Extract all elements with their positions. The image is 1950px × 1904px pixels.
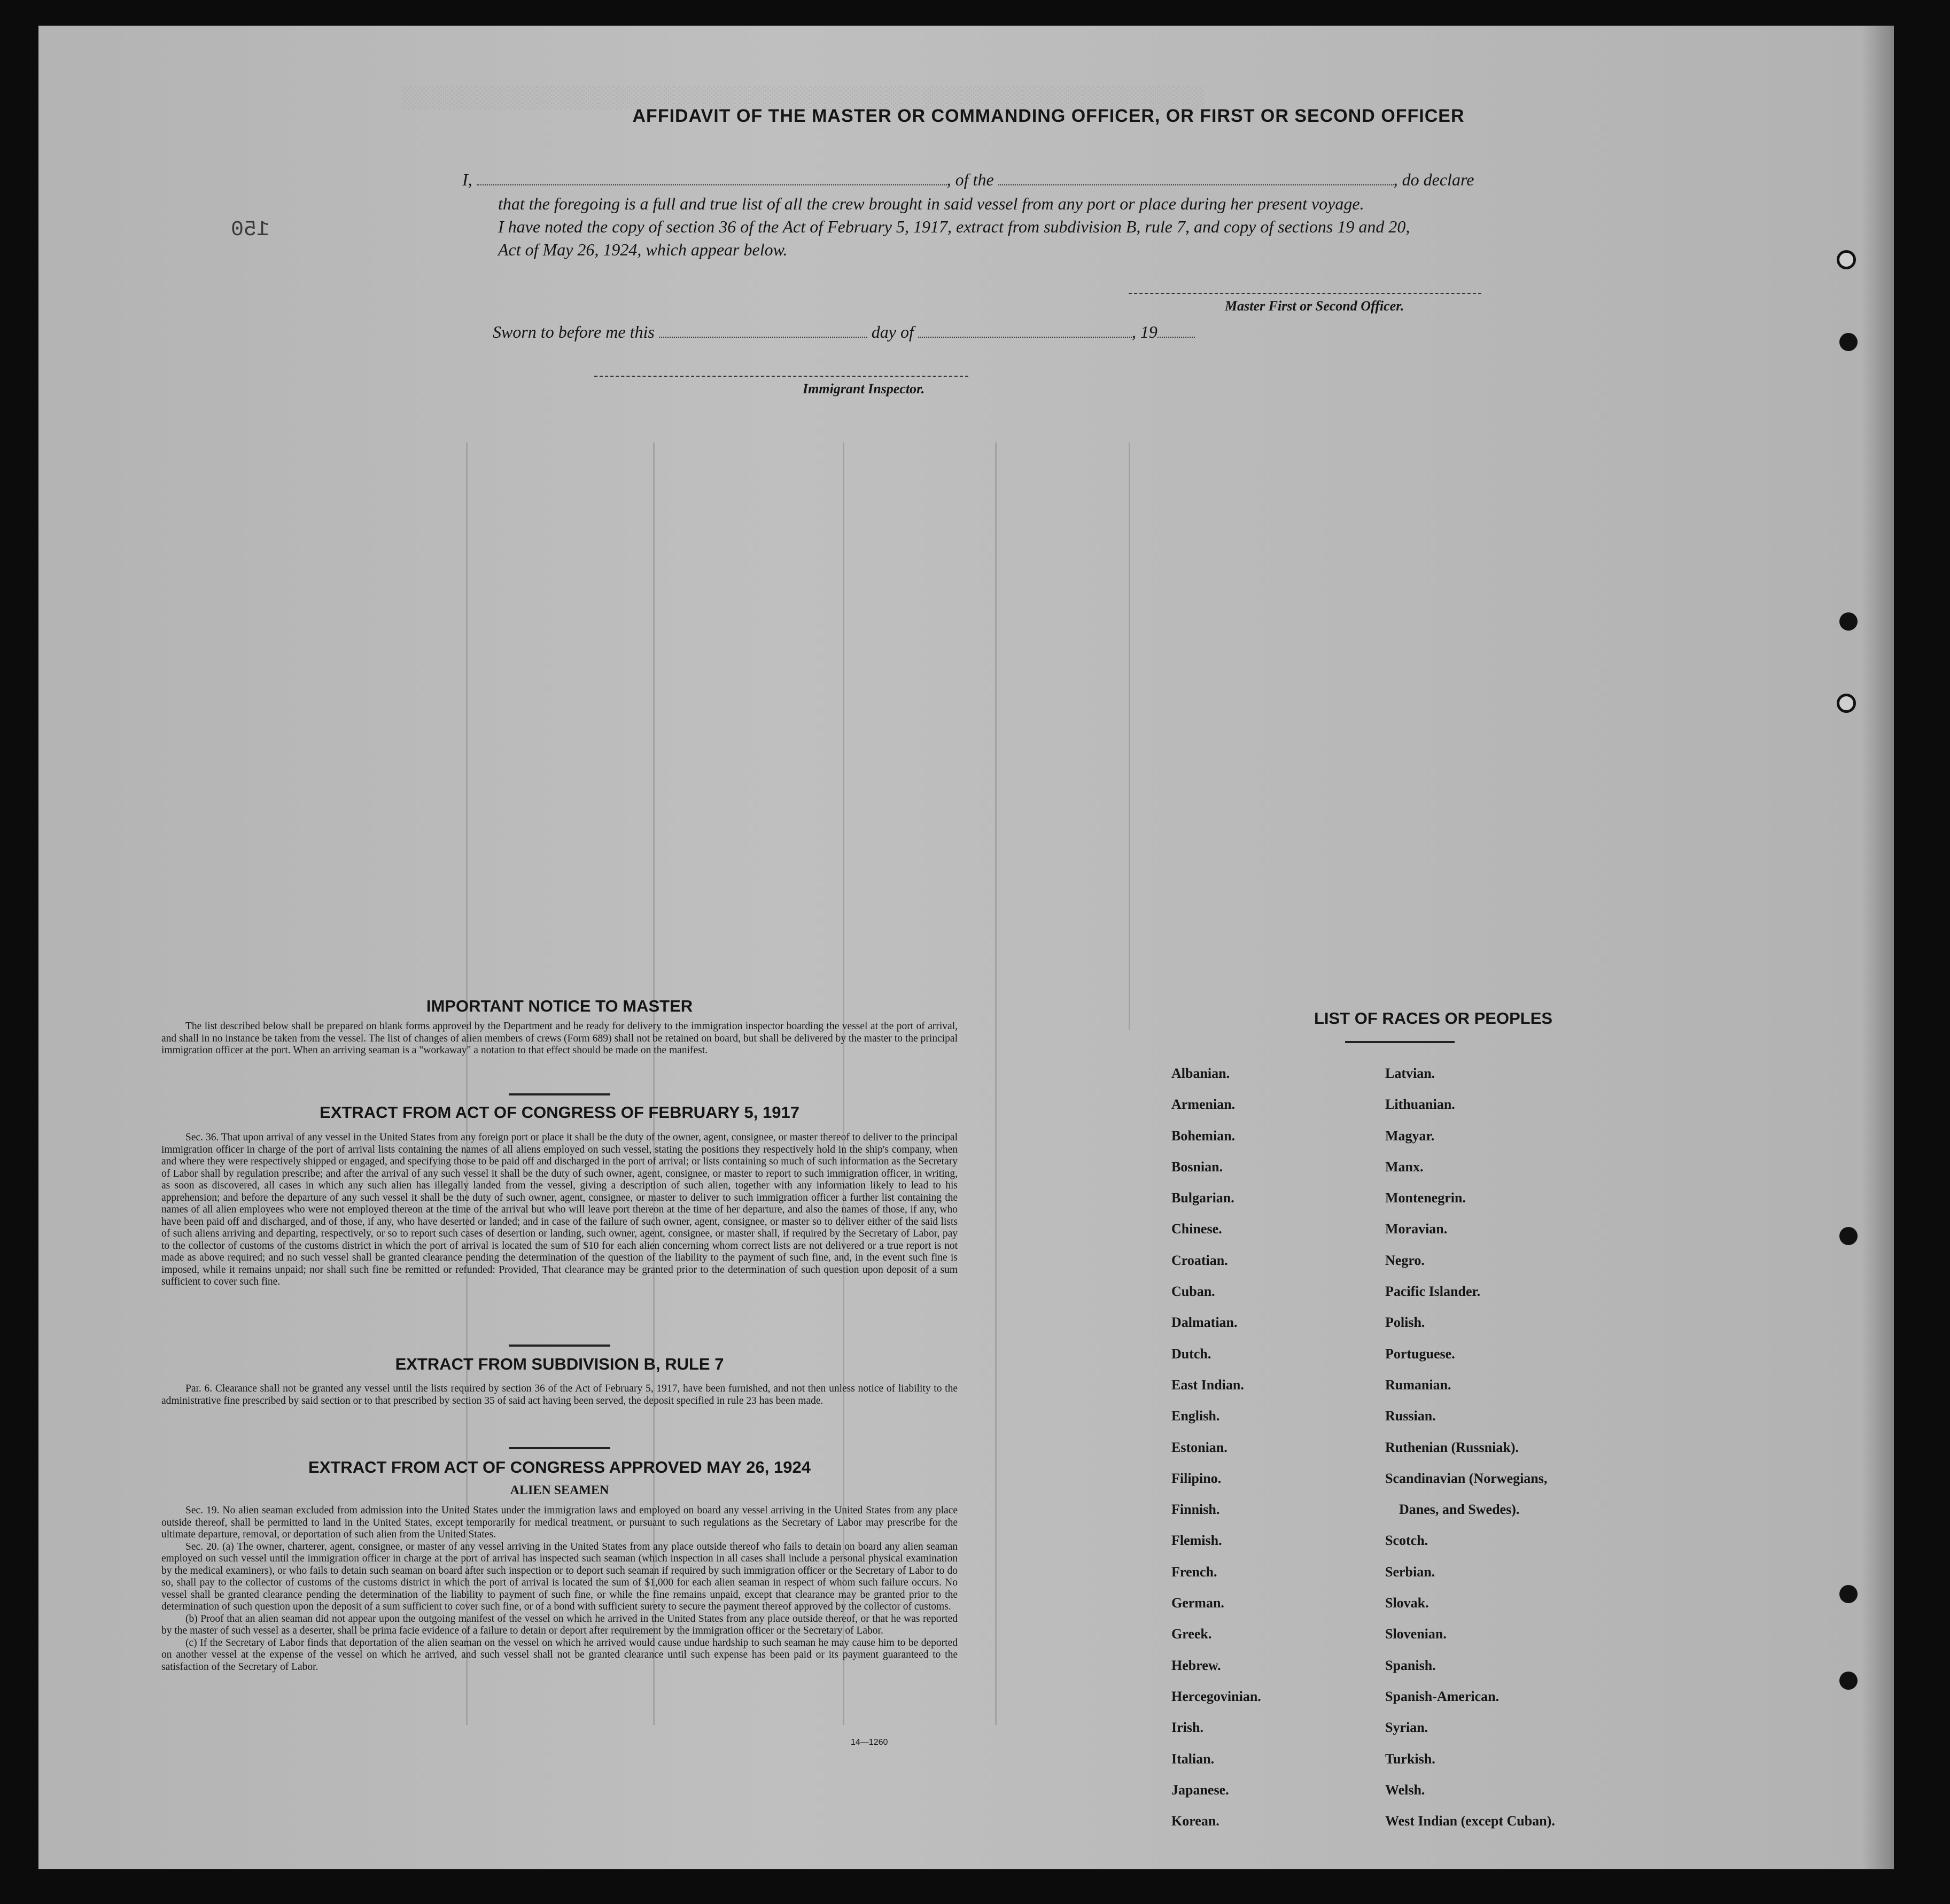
notice-text — [161, 1021, 958, 1057]
affidavit-i: I, — [462, 170, 472, 189]
race-entry: Spanish. — [1385, 1657, 1436, 1673]
race-entry: Portuguese. — [1385, 1346, 1455, 1362]
extract-1917-heading: EXTRACT FROM ACT OF CONGRESS OF FEBRUARY 5, 1917 — [320, 1103, 799, 1122]
affidavit-line-2: that the foregoing is a full and true list of all the crew brought in said vessel from any port or place during her present voyage. — [498, 194, 1364, 213]
races-column-left — [1171, 1058, 1261, 1837]
sworn-month-blank[interactable] — [918, 324, 1132, 338]
race-entry: Danes, and Swedes). — [1399, 1502, 1520, 1518]
section-19-paragraph: Sec. 19. No alien seaman excluded from admission into the United States under the immigration laws and employed on board any vessel arriving in the United States from any place outside thereof, shall be permitted to land in the United States, except temporarily for medical treatment, or pursuant to such regulations as the Secretary of Labor may prescribe for the ultimate departure, removal, or deportation of such alien from the United States. — [161, 1505, 958, 1540]
race-entry: Bulgarian. — [1171, 1190, 1234, 1206]
race-entry: Scotch. — [1385, 1533, 1428, 1549]
race-entry: Albanian. — [1171, 1066, 1230, 1081]
race-entry: Pacific Islander. — [1385, 1284, 1481, 1300]
rule-7-heading: EXTRACT FROM SUBDIVISION B, RULE 7 — [395, 1355, 724, 1373]
sworn-year-blank[interactable] — [1157, 324, 1195, 338]
race-entry: Hercegovinian. — [1171, 1688, 1261, 1704]
race-entry: Rumanian. — [1385, 1377, 1451, 1393]
section-20b-paragraph: (b) Proof that an alien seaman did not appear upon the outgoing manifest of the vessel on which he arrived in the United States from any place outside thereof, or that he was reported by the master of such vessel as a deserter, shall be prima facie evidence of a failure to detain or deport after requirement by the immigration officer or the Secretary of Labor. — [161, 1613, 958, 1636]
race-entry: Scandinavian (Norwegians, — [1385, 1470, 1548, 1486]
race-entry: Korean. — [1171, 1813, 1219, 1829]
race-entry: Irish. — [1171, 1720, 1203, 1736]
section-divider — [509, 1093, 610, 1095]
race-entry: Montenegrin. — [1385, 1190, 1466, 1206]
race-entry: Italian. — [1171, 1751, 1215, 1767]
notice-heading: IMPORTANT NOTICE TO MASTER — [426, 997, 693, 1015]
document-page — [38, 26, 1894, 1869]
rule-7-paragraph: Par. 6. Clearance shall not be granted any vessel until the lists required by section 36 of the Act of February 5, 1917, have been furnished, and not then unless notice of liability to the administrative fine prescribed by said section or to that prescribed by section 35 of said act having been served, the deposit specified in rule 23 has been made. — [161, 1383, 958, 1406]
sworn-prefix: Sworn to before me this — [493, 322, 655, 341]
mirrored-page-number: 150 — [231, 218, 270, 242]
punch-hole — [1839, 1227, 1858, 1245]
race-entry: Bohemian. — [1171, 1128, 1236, 1144]
sworn-day-of: day of — [871, 322, 914, 341]
bleed-through-heading: ░░░░░░░░░░░░░░░░░░░░░░░░░░░░░░░░░░░░░░░░░░░░░░░░░░░░░ — [402, 85, 1205, 109]
race-entry: Dutch. — [1171, 1346, 1211, 1362]
section-divider — [509, 1345, 610, 1347]
sworn-year-prefix: , 19 — [1131, 322, 1157, 341]
race-entry: Dalmatian. — [1171, 1315, 1238, 1331]
race-entry: Lithuanian. — [1385, 1097, 1455, 1113]
punch-hole — [1839, 1672, 1858, 1690]
form-number: 14—1260 — [851, 1738, 888, 1747]
race-entry: Bosnian. — [1171, 1159, 1223, 1175]
master-name-blank[interactable] — [477, 172, 947, 185]
race-entry: Flemish. — [1171, 1533, 1222, 1549]
punch-hole — [1837, 250, 1856, 269]
bleed-through-rule — [1129, 442, 1130, 1030]
race-entry: Armenian. — [1171, 1097, 1236, 1113]
race-entry: Slovenian. — [1385, 1626, 1447, 1642]
section-divider — [509, 1447, 610, 1449]
affidavit-of-the: , of the — [946, 170, 994, 189]
race-entry: Negro. — [1385, 1252, 1425, 1268]
extract-1924-heading: EXTRACT FROM ACT OF CONGRESS APPROVED MAY 26, 1924 — [308, 1458, 811, 1476]
punch-hole — [1837, 694, 1856, 713]
affidavit-line-3: I have noted the copy of section 36 of the Act of February 5, 1917, extract from subdivision B, rule 7, and copy of sections 19 and 20, — [498, 217, 1410, 236]
page-edge-shadow — [1862, 26, 1894, 1869]
race-entry: Ruthenian (Russniak). — [1385, 1439, 1519, 1455]
section-20a-paragraph: Sec. 20. (a) The owner, charterer, agent, consignee, or master of any vessel arriving in the United States from any place outside thereof who fails to detain on board any alien seaman employed on such vessel until the immigration officer in charge at the port of arrival has inspected such seaman (which inspection in all cases shall include a personal physical examination by the medical examiners), or who fails to detain such seaman on board after such inspection or to deport such seaman if required by such immigration officer or the Secretary of Labor to do so, shall pay to the collector of customs of the customs district in which the port of arrival is located the sum of $1,000 for each alien seaman in respect of whom such failure occurs. No vessel shall be granted clearance pending the determination of the liability to payment of such fine, or while the fine remains unpaid, except that clearance may be granted prior to the determination of such question upon the deposit of a sum sufficient to cover such fine, or of a bond with sufficient surety to secure the payment thereof approved by the collector of customs. — [161, 1541, 958, 1612]
inspector-signature-line[interactable] — [594, 376, 968, 377]
inspector-signature-label: Immigrant Inspector. — [803, 381, 925, 397]
race-entry: Manx. — [1385, 1159, 1424, 1175]
affidavit-declare: , do declare — [1393, 170, 1474, 189]
affidavit-line-1 — [462, 170, 1520, 190]
alien-seamen-subheading: ALIEN SEAMEN — [510, 1483, 609, 1497]
affidavit-title: AFFIDAVIT OF THE MASTER OR COMMANDING OFFICER, OR FIRST OR SECOND OFFICER — [632, 106, 1465, 126]
race-entry: Filipino. — [1171, 1470, 1222, 1486]
race-entry: West Indian (except Cuban). — [1385, 1813, 1555, 1829]
race-entry: Welsh. — [1385, 1782, 1425, 1798]
race-entry: Spanish-American. — [1385, 1688, 1500, 1704]
races-column-right — [1385, 1058, 1555, 1837]
punch-hole — [1839, 333, 1858, 351]
race-entry: Estonian. — [1171, 1439, 1228, 1455]
race-entry: Finnish. — [1171, 1502, 1220, 1518]
race-entry: French. — [1171, 1564, 1217, 1580]
race-entry: Japanese. — [1171, 1782, 1229, 1798]
punch-hole — [1839, 612, 1858, 631]
race-entry: Serbian. — [1385, 1564, 1435, 1580]
vessel-name-blank[interactable] — [998, 172, 1394, 185]
rule-7-text — [161, 1383, 958, 1407]
extract-1917-text — [161, 1132, 958, 1288]
race-entry: Magyar. — [1385, 1128, 1435, 1144]
race-entry: Cuban. — [1171, 1284, 1215, 1300]
affidavit-line-4: Act of May 26, 1924, which appear below. — [498, 240, 788, 259]
race-entry: Moravian. — [1385, 1221, 1448, 1237]
sworn-line — [493, 322, 1195, 342]
race-entry: Polish. — [1385, 1315, 1425, 1331]
race-entry: Hebrew. — [1171, 1657, 1221, 1673]
races-heading: LIST OF RACES OR PEOPLES — [1314, 1009, 1553, 1028]
races-heading-rule — [1345, 1041, 1455, 1043]
race-entry: Syrian. — [1385, 1720, 1428, 1736]
sworn-day-blank[interactable] — [659, 324, 867, 338]
bleed-through-rule — [995, 442, 997, 1725]
master-signature-label: Master First or Second Officer. — [1225, 298, 1404, 314]
master-signature-line[interactable] — [1129, 293, 1481, 294]
section-20c-paragraph: (c) If the Secretary of Labor finds that deportation of the alien seaman on the vessel on which he arrived would cause undue hardship to such seaman he may cause him to be deported on another vessel at the expense of the vessel on which he arrived, and such vessel shall not be granted clearance until such expense has been paid or its payment guaranteed to the satisfaction of the Secretary of Labor. — [161, 1637, 958, 1673]
race-entry: English. — [1171, 1408, 1220, 1424]
notice-paragraph: The list described below shall be prepared on blank forms approved by the Department and be ready for delivery to the immigration inspector boarding the vessel at the port of arrival, and shall in no instance be taken from the vessel. The list of changes of alien members of crews (Form 689) shall not be retained on board, but shall be delivered by the master to the principal immigration officer at the port. When an arriving seaman is a "workaway" a notation to that effect should be made on the manifest. — [161, 1021, 958, 1056]
section-36-paragraph: Sec. 36. That upon arrival of any vessel in the United States from any foreign port or place it shall be the duty of the owner, agent, consignee, or master thereof to deliver to the principal immigration officer in charge of the port of arrival lists containing the names of all aliens employed on such vessel, stating the positions they respectively hold in the ship's company, when and where they were respectively shipped or engaged, and specifying those to be paid off and discharged in the port of arrival; or lists containing so much of such information as the Secretary of Labor shall by regulation prescribe; and after the arrival of any such vessel it shall be the duty of such owner, agent, consignee, or master to report to such immigration officer, in writing, as soon as discovered, all cases in which any such alien has illegally landed from the vessel, giving a description of such alien, together with any information likely to lead to his apprehension; and before the departure of any such vessel it shall be the duty of such owner, agent, consignee, or master to deliver to such immigration officer a further list containing the names of all alien employees who were not employed thereon at the time of the arrival but who will leave port thereon at the time of her departure, and also the names of those, if any, who have been paid off and discharged, and of those, if any, who have deserted or landed; and in case of the failure of such owner, agent, consignee, or master so to deliver either of the said lists of such aliens arriving and departing, respectively, or so to report such cases of desertion or landing, such owner, agent, consignee, or master shall, if required by the Secretary of Labor, pay to the collector of customs of the customs district in which the port of arrival is located the sum of $10 for each alien concerning whom correct lists are not delivered or a true report is not made as above required; and no such vessel shall be granted clearance pending the determination of the question of the liability to the payment of such fine, and, in the event such fine is imposed, while it remains unpaid; nor shall such fine be remitted or refunded: Provided, That clearance may be granted prior to the determination of such question upon deposit of a sum sufficient to cover such fine. — [161, 1132, 958, 1287]
punch-hole — [1839, 1585, 1858, 1603]
race-entry: Russian. — [1385, 1408, 1436, 1424]
race-entry: Greek. — [1171, 1626, 1212, 1642]
extract-1924-text — [161, 1505, 958, 1673]
race-entry: East Indian. — [1171, 1377, 1244, 1393]
race-entry: Chinese. — [1171, 1221, 1222, 1237]
race-entry: Croatian. — [1171, 1252, 1228, 1268]
race-entry: Slovak. — [1385, 1595, 1429, 1611]
race-entry: Latvian. — [1385, 1066, 1435, 1081]
race-entry: Turkish. — [1385, 1751, 1435, 1767]
race-entry: German. — [1171, 1595, 1224, 1611]
